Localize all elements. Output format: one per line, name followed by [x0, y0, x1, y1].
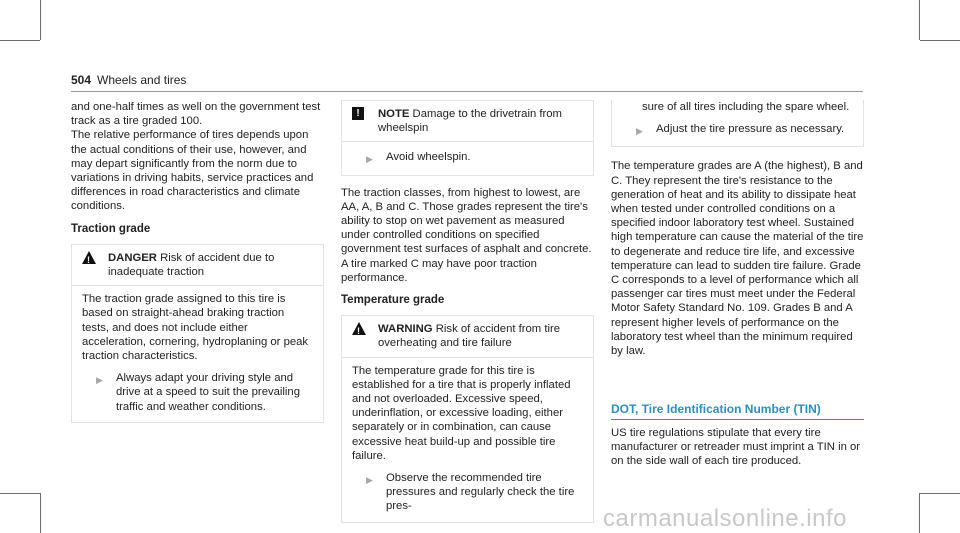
section-heading: Traction grade — [71, 222, 151, 235]
tin-section — [611, 426, 864, 469]
warning-box-continued — [611, 100, 864, 147]
note-title: Damage to the drivetrain from wheelspin — [378, 108, 562, 135]
note-bullet: Avoid wheelspin. — [386, 151, 471, 164]
warning-title: Risk of accident from tire overheating and tire failure — [378, 323, 561, 350]
warning-bullet: Observe the recommended tire pressures and regularly check the tire pres- — [386, 472, 575, 513]
note-box — [341, 100, 594, 176]
danger-title: Risk of accident due to inadequate traction — [108, 251, 275, 279]
danger-label: DANGER — [108, 251, 157, 264]
section-heading: Temperature grade — [341, 294, 445, 307]
column-2 — [341, 100, 594, 523]
danger-bullet: Always adapt your driving style and drive at a speed to suit the prevailing traffic and weather conditions. — [116, 372, 300, 413]
column-1 — [71, 100, 324, 423]
paragraph: The temperature grades are A (the highest), B and C. They represent the tire's resistance to the generation of heat and its ability to dissipate heat when tested under controlled conditions on a specified indoor laboratory test wheel. Sustained high temperature can cause the material of the tire to degenerate and reduce tire life, and excessive temperature can lead to sudden tire failure. Grade C corresponds to a level of performance which all passenger car tires must meet under the Federal Motor Safety Standard No. 109. Grades B and A represent higher levels of performance on the laboratory test wheel than the minimum required by law. — [611, 160, 864, 358]
arrow-icon: ▶ — [96, 375, 103, 386]
tin-heading: DOT, Tire Identification Number (TIN) — [611, 402, 821, 416]
paragraph: US tire regulations stipulate that every tire manufacturer or retreader must imprint a TIN in or on the side wall of each tire produced. — [611, 427, 861, 468]
header-divider — [71, 91, 863, 92]
arrow-icon: ▶ — [366, 475, 373, 486]
warning-label: WARNING — [378, 323, 433, 336]
note-icon: ! — [352, 107, 370, 123]
danger-body: The traction grade assigned to this tire is based on straight-ahead braking traction tests, and does not include either acceleration, cornering, hydroplaning or peak traction characteristics. — [82, 293, 309, 363]
warning-bullet-2: Adjust the tire pressure as necessary. — [656, 123, 845, 136]
running-header — [71, 73, 186, 87]
arrow-icon: ▶ — [366, 154, 373, 165]
tin-divider — [611, 419, 864, 420]
arrow-icon: ▶ — [636, 126, 643, 137]
warning-box — [341, 315, 594, 522]
watermark: carmanualsonline.info — [603, 505, 847, 532]
paragraph: The relative performance of tires depends upon the actual conditions of their use, however, and may depart significantly from the norm due to variations in driving habits, service practices and differences in road characteristics and climate conditions. — [71, 129, 314, 213]
warning-triangle-icon: ! — [82, 251, 100, 267]
page-number: 504 — [71, 73, 92, 87]
column-3 — [611, 100, 864, 358]
warning-body: The temperature grade for this tire is established for a tire that is properly inflated and not overloaded. Excessive speed, underinflation, or excessive loading, either separately or in combination, can cause excessive heat build-up and possible tire failure. — [352, 364, 571, 462]
warning-bullet-continued: sure of all tires including the spare wheel. — [642, 101, 850, 113]
note-label: NOTE — [378, 108, 410, 120]
section-title: Wheels and tires — [97, 73, 187, 87]
paragraph: and one-half times as well on the government test track as a tire graded 100. — [71, 101, 321, 128]
warning-triangle-icon: ! — [352, 322, 370, 338]
danger-box — [71, 244, 324, 423]
paragraph: The traction classes, from highest to lowest, are AA, A, B and C. Those grades represent the tire's ability to stop on wet pavement as measured under controlled conditions on specified government test surfaces of asphalt and concrete. A tire marked C may have poor traction performance. — [341, 186, 592, 284]
